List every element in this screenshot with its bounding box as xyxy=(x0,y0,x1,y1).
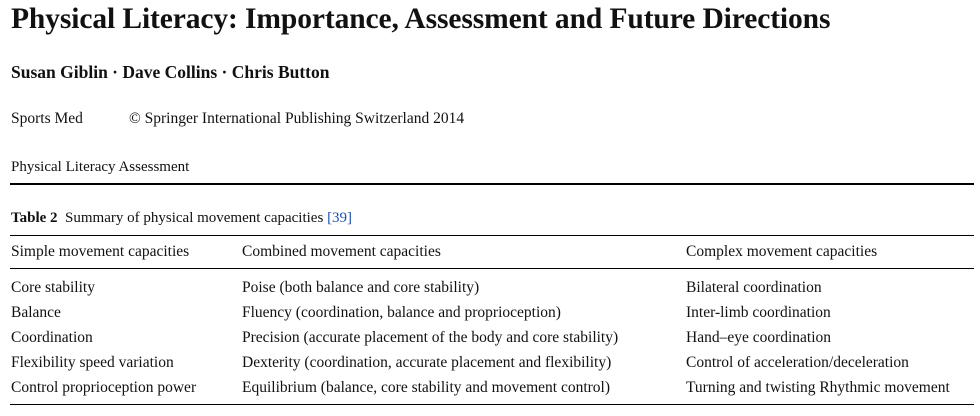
table-cell-simple: Balance xyxy=(11,304,61,321)
running-head-rule xyxy=(10,183,974,185)
table-cell-simple: Flexibility speed variation xyxy=(11,354,174,371)
table-cell-simple: Core stability xyxy=(11,279,95,296)
table-cell-complex: Control of acceleration/deceleration xyxy=(686,354,909,371)
table-cell-combined: Equilibrium (balance, core stability and movement control) xyxy=(242,379,611,396)
table-top-rule xyxy=(10,235,974,236)
paper-title: Physical Literacy: Importance, Assessment and Future Directions xyxy=(11,3,831,35)
table-header-rule xyxy=(10,268,974,269)
table-cell-simple: Coordination xyxy=(11,329,93,346)
table-caption-text: Summary of physical movement capacities xyxy=(65,210,324,226)
table-caption xyxy=(11,210,352,227)
author-list: Susan Giblin · Dave Collins · Chris Button xyxy=(11,62,330,82)
table-cell-combined: Fluency (coordination, balance and proprioception) xyxy=(242,304,561,321)
journal-name: Sports Med xyxy=(11,110,83,127)
table-cell-simple: Control proprioception power xyxy=(11,379,197,396)
running-head: Physical Literacy Assessment xyxy=(11,159,190,175)
table-cell-combined: Dexterity (coordination, accurate placement and flexibility) xyxy=(242,354,612,371)
copyright-notice: © Springer International Publishing Switzerland 2014 xyxy=(129,110,465,127)
table-header-combined: Combined movement capacities xyxy=(242,243,441,260)
table-cell-combined: Poise (both balance and core stability) xyxy=(242,279,480,296)
table-header-complex: Complex movement capacities xyxy=(686,243,878,260)
table-bottom-rule xyxy=(10,404,974,405)
table-cell-complex: Inter-limb coordination xyxy=(686,304,831,321)
table-cell-complex: Bilateral coordination xyxy=(686,279,822,296)
table-caption-tag: Table 2 xyxy=(11,210,58,226)
citation-link[interactable]: [39] xyxy=(327,210,353,226)
table-header-simple: Simple movement capacities xyxy=(11,243,190,260)
table-cell-combined: Precision (accurate placement of the body and core stability) xyxy=(242,329,619,346)
table-cell-complex: Turning and twisting Rhythmic movement xyxy=(686,379,950,396)
table-cell-complex: Hand–eye coordination xyxy=(686,329,832,346)
